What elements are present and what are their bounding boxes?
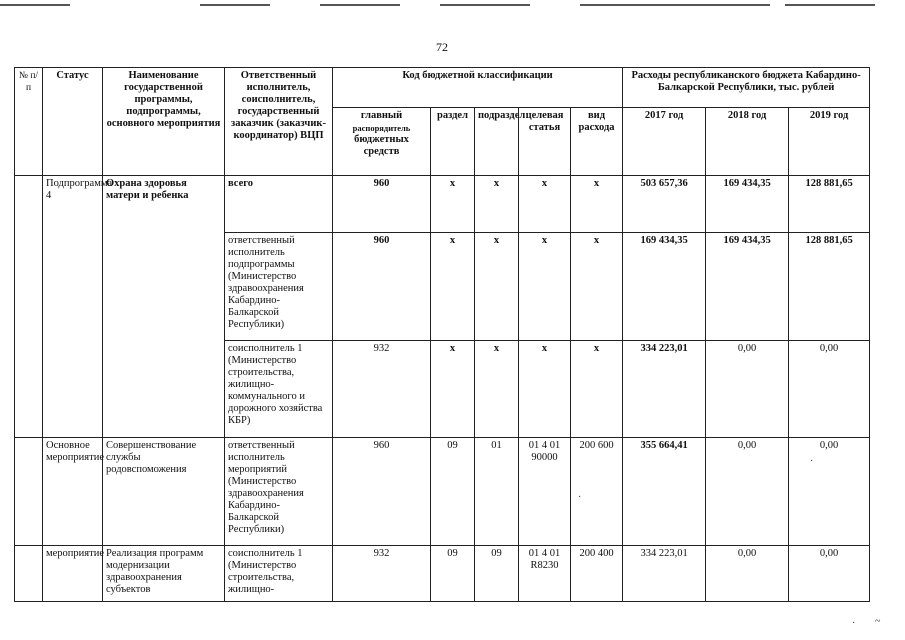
table-row xyxy=(15,546,870,602)
header-num: № п/п xyxy=(15,68,43,176)
cell-main: 960 xyxy=(333,438,431,546)
cell-subsection: х xyxy=(475,176,519,233)
activity-status: мероприятие xyxy=(43,546,103,602)
scan-speck: ~ xyxy=(875,616,881,627)
table-row xyxy=(15,176,870,233)
cell-2018: 169 434,35 xyxy=(706,233,789,341)
subprogram-name: Охрана здоровья матери и ребенка xyxy=(103,176,225,438)
cell-target: х xyxy=(519,176,571,233)
cell-2018: 0,00 xyxy=(706,438,789,546)
exec-coexecutor-role: соисполнитель 1 xyxy=(228,343,303,354)
header-main-manager xyxy=(333,108,431,176)
row-num-cell xyxy=(15,176,43,438)
scan-artifact xyxy=(440,4,530,6)
cell-type: х xyxy=(571,233,623,341)
cell-type: х xyxy=(571,341,623,438)
cell-section: 09 xyxy=(431,438,475,546)
cell-subsection: 01 xyxy=(475,438,519,546)
cell-main: 932 xyxy=(333,546,431,602)
cell-target: х xyxy=(519,233,571,341)
scan-speck: · xyxy=(810,456,814,467)
scan-artifact xyxy=(785,4,875,6)
cell-main: 932 xyxy=(333,341,431,438)
header-name: Наименование государственной программы, подпрограммы, основного мероприятия xyxy=(103,68,225,176)
header-2018: 2018 год xyxy=(706,108,789,176)
main-activity-name: Совершенствование службы родовспоможения xyxy=(103,438,225,546)
cell-2019: 0,00 xyxy=(789,438,870,546)
cell-target: 01 4 01 90000 xyxy=(519,438,571,546)
exec-coexecutor-org: (Министерство строительства, жилищно-коммунального и дорожного хозяйства КБР) xyxy=(228,355,323,426)
exec-total: всего xyxy=(225,176,333,233)
cell-2019: 128 881,65 xyxy=(789,176,870,233)
header-executor: Ответственный исполнитель, соисполнитель, государственный заказчик (заказчик-координатор) ВЦП xyxy=(225,68,333,176)
exec-responsible-org: (Министерство здравоохранения Кабардино-Балкарской Республики) xyxy=(228,271,304,330)
header-main-manager-line1: главный xyxy=(360,110,403,121)
subprogram-status: Подпрограмма 4 xyxy=(43,176,103,438)
cell-2017: 503 657,36 xyxy=(623,176,706,233)
cell-type: 200 400 xyxy=(571,546,623,602)
cell-2018: 0,00 xyxy=(706,341,789,438)
cell-2017: 334 223,01 xyxy=(623,341,706,438)
header-expenses: Расходы республиканского бюджета Кабардино-Балкарской Республики, тыс. рублей xyxy=(623,68,870,108)
cell-subsection: х xyxy=(475,233,519,341)
cell-section: х xyxy=(431,233,475,341)
cell-2018: 0,00 xyxy=(706,546,789,602)
cell-2017: 355 664,41 xyxy=(623,438,706,546)
exec-responsible xyxy=(225,233,333,341)
page-number: 72 xyxy=(436,40,448,54)
exec-activity: ответственный исполнитель мероприятий (Министерство здравоохранения Кабардино-Балкарской Республики) xyxy=(225,438,333,546)
cell-2019: 128 881,65 xyxy=(789,233,870,341)
exec-activity: соисполнитель 1 (Министерство строительства, жилищно- xyxy=(225,546,333,602)
cell-target: 01 4 01 R8230 xyxy=(519,546,571,602)
cell-2019: 0,00 xyxy=(789,546,870,602)
cell-section: х xyxy=(431,341,475,438)
cell-2018: 169 434,35 xyxy=(706,176,789,233)
row-num-cell xyxy=(15,438,43,546)
cell-section: х xyxy=(431,176,475,233)
activity-name: Реализация программ модернизации здравоохранения субъектов xyxy=(103,546,225,602)
header-2019: 2019 год xyxy=(789,108,870,176)
exec-responsible-role: ответственный исполнитель подпрограммы xyxy=(228,235,295,270)
cell-main: 960 xyxy=(333,233,431,341)
main-activity-status: Основное мероприятие xyxy=(43,438,103,546)
header-expense-type: вид расхода xyxy=(571,108,623,176)
cell-target: х xyxy=(519,341,571,438)
header-main-manager-line3: бюджетных средств xyxy=(354,134,409,157)
cell-type: 200 600 xyxy=(571,438,623,546)
cell-subsection: х xyxy=(475,341,519,438)
cell-2017: 334 223,01 xyxy=(623,546,706,602)
cell-2019: 0,00 xyxy=(789,341,870,438)
scan-artifact xyxy=(320,4,400,6)
cell-section: 09 xyxy=(431,546,475,602)
cell-main: 960 xyxy=(333,176,431,233)
scan-speck: · xyxy=(578,492,582,503)
header-main-manager-line2: распорядитель xyxy=(352,123,411,133)
scan-artifact xyxy=(0,4,70,6)
header-subsection: подраздел xyxy=(475,108,519,176)
header-2017: 2017 год xyxy=(623,108,706,176)
row-num-cell xyxy=(15,546,43,602)
header-section: раздел xyxy=(431,108,475,176)
budget-table xyxy=(14,67,870,602)
exec-coexecutor xyxy=(225,341,333,438)
cell-2017: 169 434,35 xyxy=(623,233,706,341)
header-budget-code: Код бюджетной классификации xyxy=(333,68,623,108)
table-row xyxy=(15,438,870,546)
header-target-item: целевая статья xyxy=(519,108,571,176)
header-status: Статус xyxy=(43,68,103,176)
scan-speck: · xyxy=(852,618,856,629)
scan-artifact xyxy=(200,4,270,6)
cell-type: х xyxy=(571,176,623,233)
scan-artifact xyxy=(580,4,770,6)
cell-subsection: 09 xyxy=(475,546,519,602)
